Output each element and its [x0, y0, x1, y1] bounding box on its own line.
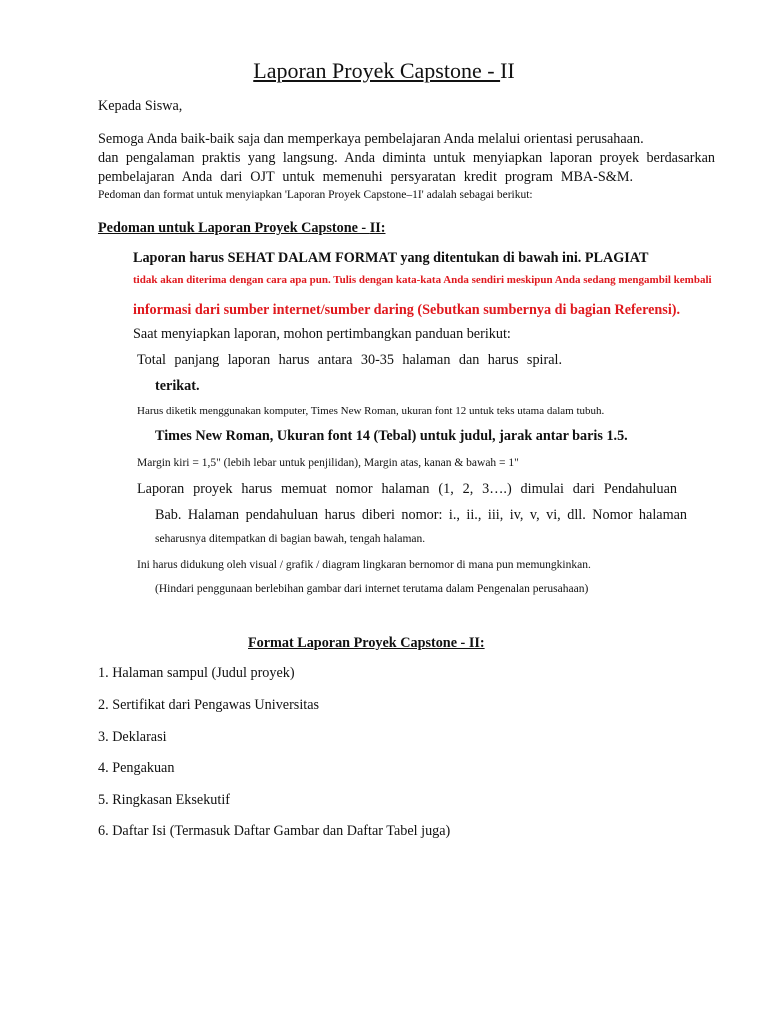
guideline-item-length: [133, 352, 562, 369]
guideline-page-numbers-line-3: seharusnya ditempatkan di bagian bawah, tengah halaman.: [155, 533, 426, 545]
guideline-visuals-text: Ini harus didukung oleh visual / grafik / diagram lingkaran bernomor di mana pun memungkinkan.: [137, 559, 591, 571]
guidelines-heading-main: Pedoman untuk Laporan Proyek Capstone -: [98, 220, 370, 236]
document-title-numeral: II: [500, 58, 515, 83]
guideline-page-numbers-line-2: Bab. Halaman pendahuluan harus diberi nomor: i., ii., iii, iv, v, vi, dll. Nomor halaman: [155, 507, 687, 523]
plagiarism-warning-line-2: informasi dari sumber internet/sumber daring (Sebutkan sumbernya di bagian Referensi).: [133, 302, 681, 318]
guideline-length-continuation: terikat.: [155, 378, 200, 394]
format-heading: Format Laporan Proyek Capstone - II:: [248, 635, 485, 651]
guideline-typing-text: Harus diketik menggunakan komputer, Times New Roman, ukuran font 12 untuk teks utama dalam tubuh.: [137, 405, 605, 417]
document-title-main: Laporan Proyek Capstone -: [253, 58, 501, 83]
guideline-item-typing: [133, 404, 604, 417]
guidelines-heading-numeral: II:: [369, 220, 386, 236]
intro-line-3: pembelajaran Anda dari OJT untuk memenuhi persyaratan kredit program MBA-S&M.: [98, 169, 633, 185]
format-list-item: 2. Sertifikat dari Pengawas Universitas: [98, 697, 320, 713]
guideline-item-visuals: [133, 558, 591, 571]
consideration-line: Saat menyiapkan laporan, mohon pertimbangkan panduan berikut:: [133, 326, 511, 342]
format-list-item: 4. Pengakuan: [98, 760, 175, 776]
guidelines-heading: [98, 220, 385, 237]
guideline-typing-continuation: Times New Roman, Ukuran font 14 (Tebal) untuk judul, jarak antar baris 1.5.: [155, 428, 628, 444]
format-list-item: 3. Deklarasi: [98, 729, 167, 745]
plagiarism-warning-line-1: tidak akan diterima dengan cara apa pun. Tulis dengan kata-kata Anda sendiri meskipun Anda sedang mengambil kembali: [133, 274, 712, 286]
format-list-item: 6. Daftar Isi (Termasuk Daftar Gambar dan Daftar Tabel juga): [98, 823, 451, 839]
intro-line-4: Pedoman dan format untuk menyiapkan 'Laporan Proyek Capstone–1I' adalah sebagai berikut:: [98, 189, 533, 201]
greeting: Kepada Siswa,: [98, 98, 183, 114]
guideline-page-numbers-text: Laporan proyek harus memuat nomor halaman (1, 2, 3….) dimulai dari Pendahuluan: [137, 481, 677, 497]
guideline-item-page-numbers: [133, 481, 677, 498]
guideline-item-margin: [133, 456, 519, 469]
guideline-length-text: Total panjang laporan harus antara 30-35 halaman dan harus spiral.: [137, 352, 562, 368]
intro-line-1: Semoga Anda baik-baik saja dan memperkaya pembelajaran Anda melalui orientasi perusahaan.: [98, 131, 644, 147]
document-title: [0, 58, 768, 84]
format-requirement-line: Laporan harus SEHAT DALAM FORMAT yang ditentukan di bawah ini. PLAGIAT: [133, 250, 649, 266]
guideline-visuals-line-2: (Hindari penggunaan berlebihan gambar dari internet terutama dalam Pengenalan perusahaan): [155, 583, 589, 595]
guideline-margin-text: Margin kiri = 1,5" (lebih lebar untuk penjilidan), Margin atas, kanan & bawah = 1": [137, 457, 519, 469]
format-list-item: 5. Ringkasan Eksekutif: [98, 792, 231, 808]
format-list-item: 1. Halaman sampul (Judul proyek): [98, 665, 295, 681]
intro-line-2: dan pengalaman praktis yang langsung. Anda diminta untuk menyiapkan laporan proyek berdasarkan: [98, 150, 715, 166]
